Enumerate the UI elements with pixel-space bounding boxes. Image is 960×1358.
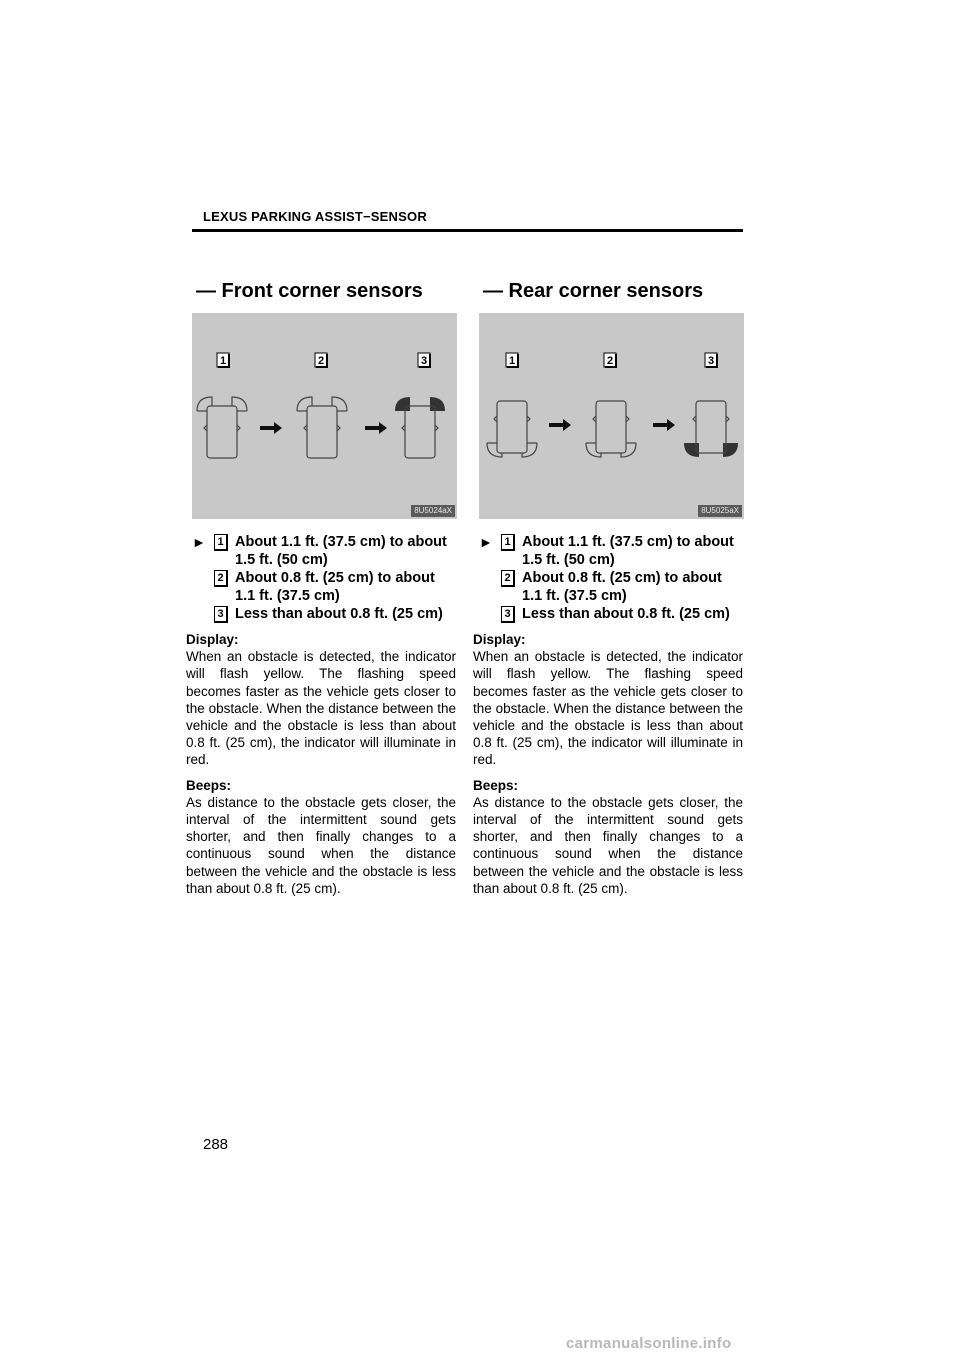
item-number-badge: 1 [501, 534, 515, 551]
front-section-title: — Front corner sensors [196, 280, 423, 302]
rear-sensors-figure [479, 313, 744, 519]
beeps-text: As distance to the obstacle gets closer, the interval of the intermittent sound gets shorter, and then finally changes to a continuous sound when the distance between the vehicle and the obstacle is less than about 0.8 ft. (25 cm). [473, 794, 743, 896]
item-number-badge: 3 [214, 606, 228, 623]
item-text: Less than about 0.8 ft. (25 cm) [235, 606, 443, 622]
figure-label-3 [705, 353, 718, 368]
svg-text:1: 1 [508, 355, 516, 367]
car-outline-2 [297, 397, 347, 458]
list-item [479, 533, 743, 569]
right-arrow-icon [549, 419, 571, 431]
list-item [479, 569, 743, 605]
front-sensors-column [186, 278, 456, 897]
item-text: About 0.8 ft. (25 cm) to about 1.1 ft. (37.5 cm) [522, 570, 722, 604]
page-number: 288 [203, 1136, 229, 1153]
pointer-triangle-icon: ► [192, 534, 206, 550]
beeps-heading: Beeps: [473, 777, 519, 793]
item-number-badge: 2 [214, 570, 228, 587]
list-item [192, 533, 456, 569]
car-outline-3 [684, 401, 738, 457]
item-number-badge: 3 [501, 606, 515, 623]
figure-code: 8U5024aX [411, 505, 455, 517]
rear-display-paragraph [473, 631, 743, 769]
display-text: When an obstacle is detected, the indicator will flash yellow. The flashing speed becomes faster as the vehicle gets closer to the obstacle. When the distance between the vehicle and the obstacle is less than about 0.8 ft. (25 cm), the indicator will illuminate in red. [473, 649, 743, 768]
figure-label-3 [418, 353, 431, 368]
item-text: Less than about 0.8 ft. (25 cm) [522, 606, 730, 622]
item-text: About 1.1 ft. (37.5 cm) to about 1.5 ft. (50 cm) [522, 534, 734, 568]
list-item [192, 605, 456, 623]
svg-text:1: 1 [219, 355, 227, 367]
rear-beeps-paragraph [473, 777, 743, 897]
section-header-title: LEXUS PARKING ASSIST−SENSOR [203, 209, 427, 224]
right-arrow-icon [260, 422, 282, 434]
car-outline-1 [487, 401, 537, 457]
rear-distance-list [479, 533, 743, 623]
figure-label-2 [315, 353, 328, 368]
rear-sensors-column [473, 278, 743, 897]
right-arrow-icon [365, 422, 387, 434]
front-sensors-diagram [192, 313, 457, 519]
beeps-heading: Beeps: [186, 777, 232, 793]
car-outline-2 [586, 401, 636, 457]
figure-label-1 [506, 353, 519, 368]
item-number-badge: 2 [501, 570, 515, 587]
car-outline-3 [395, 397, 445, 458]
display-heading: Display: [473, 632, 526, 647]
header-rule [192, 229, 743, 232]
list-item [479, 605, 743, 623]
front-sensors-figure [192, 313, 457, 519]
pointer-triangle-icon: ► [479, 534, 493, 550]
item-text: About 0.8 ft. (25 cm) to about 1.1 ft. (37.5 cm) [235, 570, 435, 604]
car-outline-1 [197, 397, 247, 458]
figure-label-2 [604, 353, 617, 368]
rear-sensors-diagram [479, 313, 744, 519]
list-item [192, 569, 456, 605]
svg-text:3: 3 [420, 355, 428, 367]
svg-text:2: 2 [606, 355, 614, 367]
front-distance-list [192, 533, 456, 623]
front-beeps-paragraph [186, 777, 456, 897]
item-text: About 1.1 ft. (37.5 cm) to about 1.5 ft. (50 cm) [235, 534, 447, 568]
front-display-paragraph [186, 631, 456, 769]
display-heading: Display: [186, 632, 239, 647]
figure-code: 8U5025aX [698, 505, 742, 517]
right-arrow-icon [653, 419, 675, 431]
site-watermark: carmanualsonline.info [566, 1335, 732, 1352]
item-number-badge: 1 [214, 534, 228, 551]
beeps-text: As distance to the obstacle gets closer, the interval of the intermittent sound gets shorter, and then finally changes to a continuous sound when the distance between the vehicle and the obstacle is less than about 0.8 ft. (25 cm). [186, 794, 456, 896]
display-text: When an obstacle is detected, the indicator will flash yellow. The flashing speed becomes faster as the vehicle gets closer to the obstacle. When the distance between the vehicle and the obstacle is less than about 0.8 ft. (25 cm), the indicator will illuminate in red. [186, 649, 456, 768]
figure-label-1 [217, 353, 230, 368]
svg-text:3: 3 [707, 355, 715, 367]
svg-text:2: 2 [317, 355, 325, 367]
rear-section-title: — Rear corner sensors [483, 280, 704, 302]
